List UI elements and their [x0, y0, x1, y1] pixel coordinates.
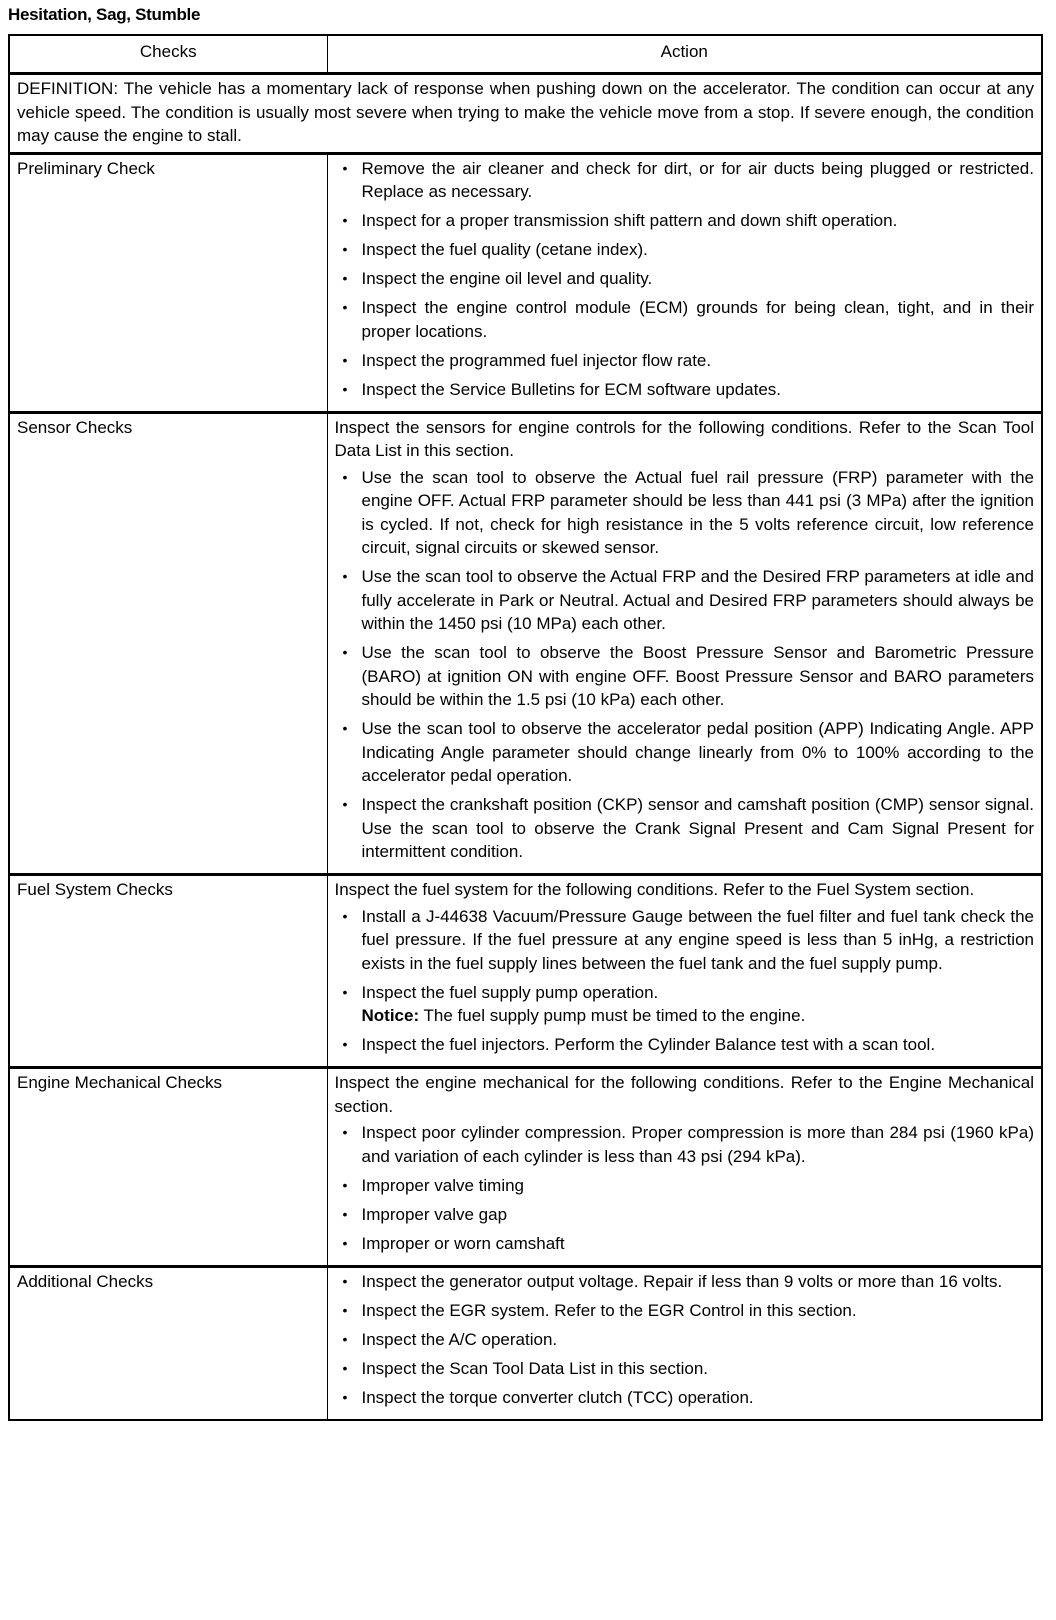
list-item: • Inspect for a proper transmission shift pattern and down shift operation.: [335, 209, 1035, 233]
definition-text: DEFINITION: The vehicle has a momentary lack of response when pushing down on the accelerator. The condition can occur at any vehicle speed. The condition is usually most severe when trying to make the vehicle move from a stop. If severe enough, the condition may cause the engine to stall.: [9, 74, 1042, 154]
list-item-text: Inspect the fuel supply pump operation.: [361, 982, 659, 1002]
action-list: [335, 466, 1035, 864]
action-cell: [327, 1266, 1042, 1420]
table-row: [9, 1266, 1042, 1420]
action-cell: [327, 875, 1042, 1068]
action-list: [335, 157, 1035, 402]
list-item: [335, 981, 1035, 1028]
action-cell: [327, 153, 1042, 412]
table-row: [9, 1068, 1042, 1267]
list-item: • Inspect the fuel injectors. Perform the Cylinder Balance test with a scan tool.: [335, 1033, 1035, 1057]
list-item: • Inspect the generator output voltage. Repair if less than 9 volts or more than 16 volts.: [335, 1270, 1035, 1294]
check-name: Preliminary Check: [9, 153, 327, 412]
page-title: Hesitation, Sag, Stumble: [8, 5, 201, 24]
notice: [362, 1006, 806, 1025]
list-item: • Use the scan tool to observe the accelerator pedal position (APP) Indicating Angle. APP Indicating Angle parameter should change linearly from 0% to 100% according to the accelerator pedal operation.: [335, 717, 1035, 788]
list-item: • Inspect the Service Bulletins for ECM software updates.: [335, 378, 1035, 402]
list-item: • Inspect the torque converter clutch (TCC) operation.: [335, 1386, 1035, 1410]
notice-label: Notice:: [361, 1006, 420, 1025]
action-list: [335, 1270, 1035, 1410]
list-item: • Inspect the crankshaft position (CKP) sensor and camshaft position (CMP) sensor signal. Use the scan tool to observe the Crank Signal Present and Cam Signal Present for intermittent condition.: [335, 793, 1035, 864]
table-row: [9, 875, 1042, 1068]
list-item: • Inspect the engine control module (ECM) grounds for being clean, tight, and in their proper locations.: [335, 296, 1035, 343]
table-row: [9, 153, 1042, 412]
list-item: • Inspect the fuel quality (cetane index).: [335, 238, 1035, 262]
list-item: • Inspect the Scan Tool Data List in this section.: [335, 1357, 1035, 1381]
action-cell: [327, 1068, 1042, 1267]
list-item: • Use the scan tool to observe the Boost Pressure Sensor and Barometric Pressure (BARO) at ignition ON with engine OFF. Boost Pressure Sensor and BARO parameters should be within the 1.5 psi (10 kPa) each other.: [335, 641, 1035, 712]
list-item: • Inspect the programmed fuel injector flow rate.: [335, 349, 1035, 373]
list-item: • Inspect the A/C operation.: [335, 1328, 1035, 1352]
action-list: [335, 905, 1035, 1057]
diagnostic-table: [8, 34, 1043, 1421]
list-item: • Use the scan tool to observe the Actual fuel rail pressure (FRP) parameter with the engine OFF. Actual FRP parameter should be less than 441 psi (3 MPa) after the ignition is cycled. If not, check for high resistance in the 5 volts reference circuit, low reference circuit, signal circuits or skewed sensor.: [335, 466, 1035, 560]
column-header-checks: Checks: [9, 35, 327, 74]
action-intro: Inspect the sensors for engine controls for the following conditions. Refer to the Scan Tool Data List in this section.: [334, 417, 1034, 460]
header-row: [9, 35, 1042, 74]
list-item: • Inspect the engine oil level and quality.: [335, 267, 1035, 291]
list-item: • Improper or worn camshaft: [335, 1232, 1035, 1256]
check-name: Additional Checks: [9, 1266, 327, 1420]
table-row: [9, 412, 1042, 875]
list-item: • Improper valve gap: [335, 1203, 1035, 1227]
check-name: Engine Mechanical Checks: [9, 1068, 327, 1267]
list-item: • Improper valve timing: [335, 1174, 1035, 1198]
check-name: Sensor Checks: [9, 412, 327, 875]
list-item: • Use the scan tool to observe the Actual FRP and the Desired FRP parameters at idle and fully accelerate in Park or Neutral. Actual and Desired FRP parameters should always be within the 1450 psi (10 MPa) each other.: [335, 565, 1035, 636]
definition-row: [9, 74, 1042, 154]
list-item: • Install a J-44638 Vacuum/Pressure Gauge between the fuel filter and fuel tank check the fuel pressure. If the fuel pressure at any engine speed is less than 5 inHg, a restriction exists in the fuel supply lines between the fuel tank and the fuel supply pump.: [335, 905, 1035, 976]
notice-text: The fuel supply pump must be timed to the engine.: [419, 1006, 806, 1025]
action-intro: Inspect the fuel system for the following conditions. Refer to the Fuel System section.: [334, 880, 975, 899]
action-intro: Inspect the engine mechanical for the following conditions. Refer to the Engine Mechanical section.: [334, 1073, 1034, 1116]
list-item: • Remove the air cleaner and check for dirt, or for air ducts being plugged or restricted. Replace as necessary.: [335, 157, 1035, 204]
list-item: • Inspect poor cylinder compression. Proper compression is more than 284 psi (1960 kPa) and variation of each cylinder is less than 43 psi (294 kPa).: [335, 1121, 1035, 1168]
action-cell: [327, 412, 1042, 875]
column-header-action: Action: [327, 35, 1042, 74]
list-item: • Inspect the EGR system. Refer to the EGR Control in this section.: [335, 1299, 1035, 1323]
check-name: Fuel System Checks: [9, 875, 327, 1068]
action-list: [335, 1121, 1035, 1255]
